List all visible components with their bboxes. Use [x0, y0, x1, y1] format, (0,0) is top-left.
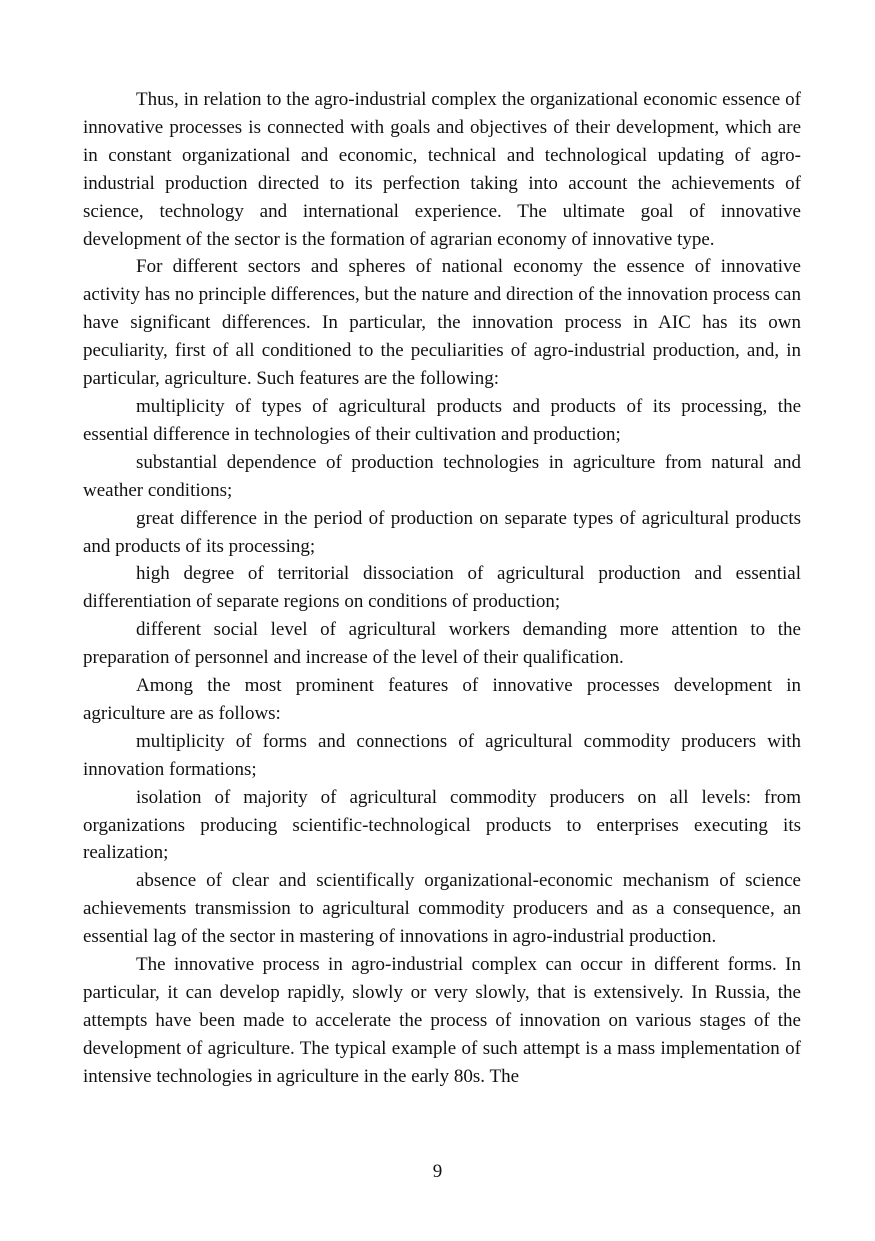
feature-item-weather-dependence: substantial dependence of production technologies in agriculture from natural and weather conditions;: [83, 451, 801, 501]
feature-item-isolation: isolation of majority of agricultural commodity producers on all levels: from organizations producing scientific-technological products to enterprises executing its realization;: [83, 786, 801, 864]
feature-item-forms-connections: multiplicity of forms and connections of agricultural commodity producers with innovation formations;: [83, 730, 801, 780]
paragraph-innovative-process-forms: The innovative process in agro-industrial complex can occur in different forms. In particular, it can develop rapidly, slowly or very slowly, that is extensively. In Russia, the attempts have been made to accelerate the process of innovation on various stages of the development of agriculture. The typical example of such attempt is a mass implementation of intensive technologies in agriculture in the early 80s. The: [83, 954, 801, 1087]
paragraph-prominent-features: Among the most prominent features of innovative processes development in agriculture are as follows:: [83, 675, 801, 724]
feature-item-absence-of-mechanism: absence of clear and scientifically organizational-economic mechanism of science achievements transmission to agricultural commodity producers and as a consequence, an essential lag of the sector in mastering of innovations in agro-industrial production.: [83, 870, 801, 948]
body-text: [83, 86, 801, 1091]
paragraph-sectors: For different sectors and spheres of national economy the essence of innovative activity has no principle differences, but the nature and direction of the innovation process can have significant differences. In particular, the innovation process in AIC has its own peculiarity, first of all conditioned to the peculiarities of agro-industrial production, and, in particular, agriculture. Such features are the following:: [83, 256, 801, 390]
feature-item-production-period: great difference in the period of production on separate types of agricultural products and products of its processing;: [83, 507, 801, 557]
feature-item-territorial-dissociation: high degree of territorial dissociation of agricultural production and essential differentiation of separate regions on conditions of production;: [83, 563, 801, 613]
feature-item-multiplicity-of-types: multiplicity of types of agricultural products and products of its processing, the essential difference in technologies of their cultivation and production;: [83, 395, 801, 445]
page-number: 9: [432, 1161, 443, 1182]
paragraph-essence: Thus, in relation to the agro-industrial complex the organizational economic essence of innovative processes is connected with goals and objectives of their development, which are in constant organizational and economic, technical and technological updating of agro-industrial production directed to its perfection taking into account the achievements of science, technology and international experience. The ultimate goal of innovative development of the sector is the formation of agrarian economy of innovative type.: [83, 89, 801, 250]
feature-item-social-level: different social level of agricultural workers demanding more attention to the preparation of personnel and increase of the level of their qualification.: [83, 619, 801, 669]
